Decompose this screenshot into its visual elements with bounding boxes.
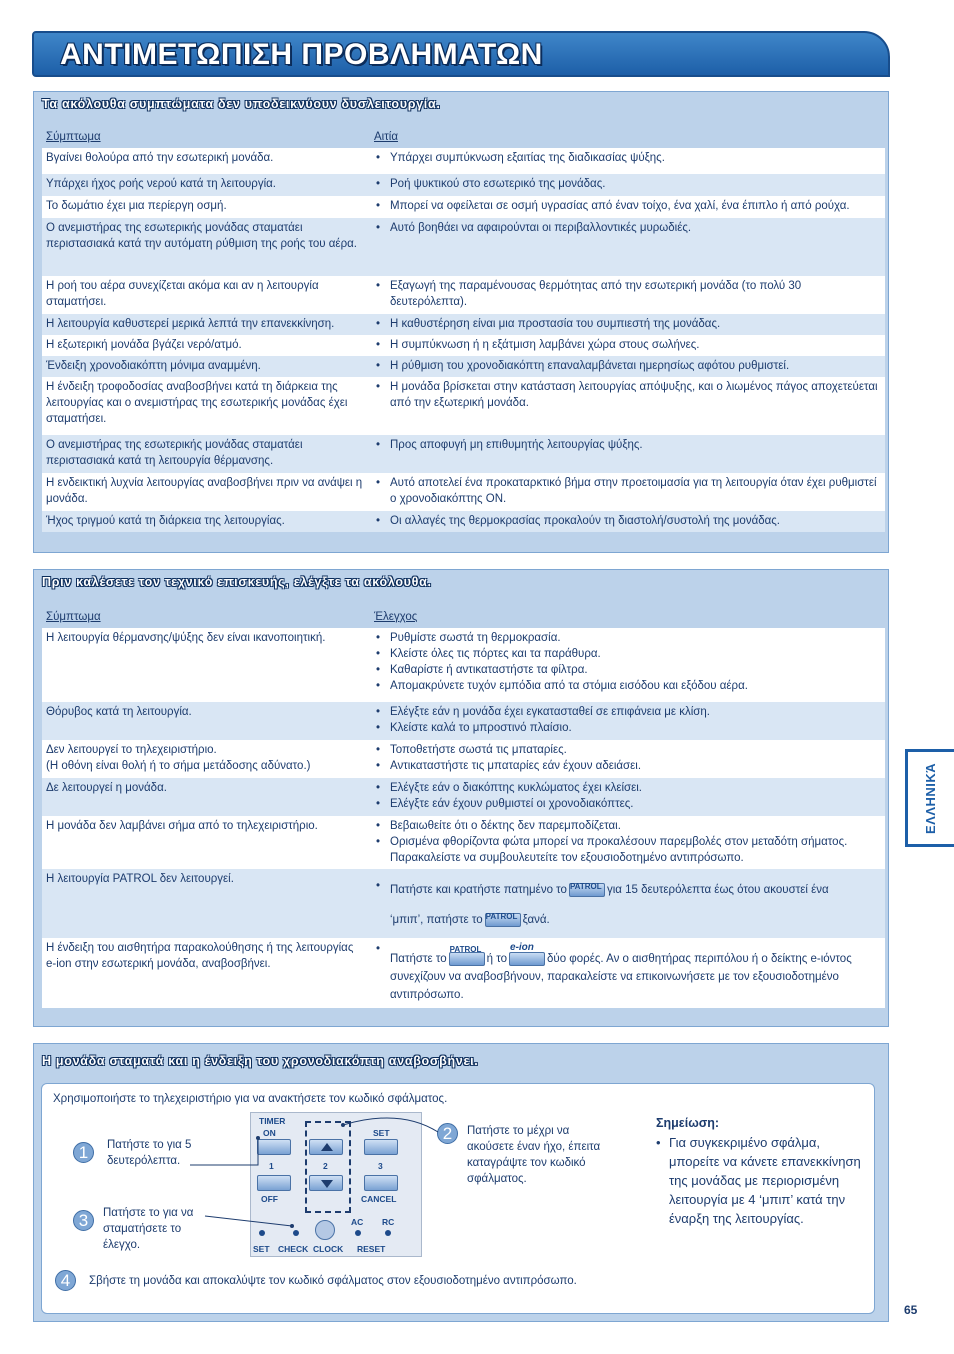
- step-4-badge: 4: [55, 1270, 76, 1291]
- check-label: CHECK: [278, 1244, 309, 1254]
- eion-text-c: δύο φορές. Αν ο αισθητήρας περιπόλου ή ο δείκτης e-ιόντος συνεχίζουν να αναβοσβήνουν, παρακαλείστε να επικοινωνήσετε με τον εξουσιοδοτημένο αντιπρόσωπο.: [390, 953, 852, 1001]
- symptom-cell: Η ενδεικτική λυχνία λειτουργίας αναβοσβήνει πριν να ανάψει η μονάδα.: [42, 473, 370, 511]
- language-tab: [905, 749, 954, 847]
- symptom-cell: Ήχος τριγμού κατά τη διάρκεια της λειτουργίας.: [42, 511, 370, 532]
- ac-label: AC: [351, 1217, 364, 1227]
- bullet-item: • Η ρύθμιση του χρονοδιακόπτη επαναλαμβάνεται ημερησίως αφότου ρυθμιστεί.: [374, 358, 881, 374]
- reset-label: RESET: [357, 1244, 386, 1254]
- bullet-item: • Ελέγξτε εάν η μονάδα έχει εγκατασταθεί σε επιφάνεια με κλίση.: [374, 704, 881, 720]
- symptom-cell: Η λειτουργία PATROL δεν λειτουργεί.: [42, 869, 370, 938]
- clock-label: CLOCK: [313, 1244, 344, 1254]
- step-4-text: Σβήστε τη μονάδα και αποκαλύψτε τον κωδικό σφάλματος στον εξουσιοδοτημένο αντιπρόσωπο.: [89, 1275, 577, 1287]
- symptom-cell: Το δωμάτιο έχει μια περίεργη οσμή.: [42, 196, 370, 218]
- page-title: ΑΝΤΙΜΕΤΩΠΙΣΗ ΠΡΟΒΛΗΜΑΤΩΝ: [60, 38, 543, 71]
- section-title: Τα ακόλουθα συμπτώματα δεν υποδεικνύουν δυσλειτουργία.: [42, 97, 441, 111]
- column-header-cause: Αιτία: [370, 125, 885, 148]
- step-1-badge: 1: [73, 1142, 94, 1163]
- note-text: Για συγκεκριμένο σφάλμα, μπορείτε να κάνετε επανεκκίνηση της μονάδας με περιορισμένη λειτουργία με 4 ‘μπιπ’ κατά την έναρξη της λειτουργίας.: [669, 1135, 861, 1226]
- label-2: 2: [323, 1161, 328, 1171]
- bullet-item: • Υπάρχει συμπύκνωση εξαιτίας της διαδικασίας ψύξης.: [374, 150, 881, 166]
- symptom-cell: Δεν λειτουργεί το τηλεχειριστήριο. (Η οθόνη είναι θολή ή το σήμα μετάδοσης αδύνατο.): [42, 740, 370, 778]
- symptom-cell: Η λειτουργία καθυστερεί μερικά λεπτά την επανεκκίνηση.: [42, 314, 370, 335]
- bullet-item: • Ρυθμίστε σωστά τη θερμοκρασία.: [374, 630, 881, 646]
- cancel-label: CANCEL: [361, 1194, 397, 1204]
- label-3: 3: [378, 1161, 383, 1171]
- symptom-cell: Θόρυβος κατά τη λειτουργία.: [42, 702, 370, 740]
- step-3-badge: 3: [73, 1210, 94, 1231]
- symptom-cell: Υπάρχει ήχος ροής νερού κατά τη λειτουργία.: [42, 174, 370, 196]
- set-label: SET: [373, 1128, 390, 1138]
- section-title: Πριν καλέσετε τον τεχνικό επισκευής, ελέγξτε τα ακόλουθα.: [42, 575, 432, 589]
- patrol-button-label: PATROL: [485, 911, 518, 921]
- column-header-symptom: Σύμπτωμα: [42, 125, 370, 148]
- symptom-cell: Δε λειτουργεί η μονάδα.: [42, 778, 370, 816]
- patrol-button-label: PATROL: [569, 881, 602, 891]
- note-bullet: •: [656, 1135, 661, 1150]
- eion-text-a: Πατήστε το: [390, 953, 447, 965]
- bullet-item: • Αυτό βοηθάει να αφαιρούνται οι περιβαλλοντικές μυρωδιές.: [374, 220, 881, 236]
- step-2-badge: 2: [437, 1123, 458, 1144]
- symptom-cell: Η λειτουργία θέρμανσης/ψύξης δεν είναι ικανοποιητική.: [42, 628, 370, 702]
- bullet-item: • Αυτό αποτελεί ένα προκαταρκτικό βήμα στην προετοιμασία για τη λειτουργία όταν έχει ρυθμιστεί ο χρονοδιακόπτης ON.: [374, 475, 881, 507]
- timer-label: TIMER: [259, 1116, 286, 1126]
- bullet-item: • Κλείστε όλες τις πόρτες και τα παράθυρα.: [374, 646, 881, 662]
- patrol-text-d: ξανά.: [522, 914, 550, 926]
- bullet-item: • Εξαγωγή της παραμένουσας θερμότητας από την εσωτερική μονάδα (το πολύ 30 δευτερόλεπτα).: [374, 278, 881, 310]
- bullet-item: • Αντικαταστήστε τις μπαταρίες εάν έχουν αδειάσει.: [374, 758, 881, 774]
- bullet-item: • Καθαρίστε ή αντικαταστήστε τα φίλτρα.: [374, 662, 881, 678]
- bullet-item: • Η καθυστέρηση είναι μια προστασία του συμπιεστή της μονάδας.: [374, 316, 881, 332]
- symptom-cell: Ένδειξη χρονοδιακόπτη μόνιμα αναμμένη.: [42, 356, 370, 377]
- step-2-text: Πατήστε το μέχρι να ακούσετε έναν ήχο, έπειτα καταγράψτε τον κωδικό σφάλματος.: [467, 1125, 601, 1185]
- eion-button-label: e-ion: [510, 941, 534, 953]
- step-1-text: Πατήστε το για 5 δευτερόλεπτα.: [107, 1139, 192, 1167]
- patrol-text-a: Πατήστε και κρατήστε πατημένο το: [390, 884, 567, 896]
- bullet-item: • Η μονάδα βρίσκεται στην κατάσταση λειτουργίας απόψυξης, και ο λιωμένος πάγος αποχετεύεται από την εξωτερική μονάδα.: [374, 379, 881, 411]
- bullet-item: • Ελέγξτε εάν ο διακόπτης κυκλώματος έχει κλείσει.: [374, 780, 881, 796]
- bullet-item: • Μπορεί να οφείλεται σε οσμή υγρασίας από έναν τοίχο, ένα χαλί, ένα έπιπλο ή από ρούχα.: [374, 198, 881, 214]
- set-bottom-label: SET: [253, 1244, 270, 1254]
- error-intro-text: Χρησιμοποιήστε το τηλεχειριστήριο για να ανακτήσετε τον κωδικό σφάλματος.: [53, 1093, 448, 1105]
- symptom-cell: Η ένδειξη του αισθητήρα παρακολούθησης ή της λειτουργίας e-ion στην εσωτερική μονάδα, αναβοσβήνει.: [42, 938, 370, 1008]
- step-3-text: Πατήστε το για να σταματήσετε το έλεγχο.: [103, 1207, 194, 1251]
- bullet-item: • Τοποθετήστε σωστά τις μπαταρίες.: [374, 742, 881, 758]
- symptom-cell: Ο ανεμιστήρας της εσωτερικής μονάδας σταματάει περιστασιακά κατά την αυτόματη ρύθμιση της ροής του αέρα.: [42, 218, 370, 276]
- bullet-item: • Ροή ψυκτικού στο εσωτερικό της μονάδας.: [374, 176, 881, 192]
- column-header-symptom: Σύμπτωμα: [42, 605, 370, 628]
- bullet-item: • Κλείστε καλά το μπροστινό πλαίσιο.: [374, 720, 881, 736]
- note-title: Σημείωση:: [656, 1116, 720, 1130]
- symptom-cell: Βγαίνει θολούρα από την εσωτερική μονάδα.: [42, 148, 370, 174]
- bullet-item: • Ορισμένα φθορίζοντα φώτα μπορεί να προκαλέσουν παρεμβολές στον μεταδότη σήματος. Παρακαλείστε να συμβουλευτείτε τον εξουσιοδοτημένο αντιπρόσωπο.: [374, 834, 881, 866]
- bullet-item: • Προς αποφυγή μη επιθυμητής λειτουργίας ψύξης.: [374, 437, 881, 453]
- column-header-check: Έλεγχος: [370, 605, 885, 628]
- patrol-text-c: ‘μπιπ’, πατήστε το: [390, 914, 483, 926]
- symptom-cell: Η ένδειξη τροφοδοσίας αναβοσβήνει κατά τη διάρκεια της λειτουργίας και ο ανεμιστήρας της εσωτερικής μονάδας έχει σταματήσει.: [42, 377, 370, 435]
- symptom-cell: Η ροή του αέρα συνεχίζεται ακόμα και αν η λειτουργία σταματήσει.: [42, 276, 370, 314]
- eion-text-b: ή το: [486, 953, 508, 965]
- bullet-item: • Βεβαιωθείτε ότι ο δέκτης δεν παρεμποδίζεται.: [374, 818, 881, 834]
- section-title: Η μονάδα σταματά και η ένδειξη του χρονοδιακόπτη αναβοσβήνει.: [42, 1054, 479, 1068]
- label-1: 1: [269, 1161, 274, 1171]
- on-label: ON: [263, 1128, 276, 1138]
- symptom-cell: Η μονάδα δεν λαμβάνει σήμα από το τηλεχειριστήριο.: [42, 816, 370, 869]
- rc-label: RC: [382, 1217, 395, 1227]
- language-label: ΕΛΛΗΝΙΚΆ: [923, 762, 938, 834]
- symptom-cell: Ο ανεμιστήρας της εσωτερικής μονάδας σταματάει περιστασιακά κατά τη λειτουργία θέρμανσης.: [42, 435, 370, 473]
- patrol-button-label: PATROL: [449, 944, 482, 954]
- off-label: OFF: [261, 1194, 278, 1204]
- patrol-text-b: για 15 δευτερόλεπτα έως ότου ακουστεί ένα: [606, 884, 829, 896]
- bullet-item: • Απομακρύνετε τυχόν εμπόδια από τα στόμια εισόδου και εξόδου αέρα.: [374, 678, 881, 694]
- bullet-item: • Ελέγξτε εάν έχουν ρυθμιστεί οι χρονοδιακόπτες.: [374, 796, 881, 812]
- page-number: 65: [904, 1303, 918, 1317]
- bullet-item: • Οι αλλαγές της θερμοκρασίας προκαλούν τη διαστολή/συστολή της μονάδας.: [374, 513, 881, 529]
- symptom-cell: Η εξωτερική μονάδα βγάζει νερό/ατμό.: [42, 335, 370, 356]
- bullet-item: • Η συμπύκνωση ή η εξάτμιση λαμβάνει χώρα στους σωλήνες.: [374, 337, 881, 353]
